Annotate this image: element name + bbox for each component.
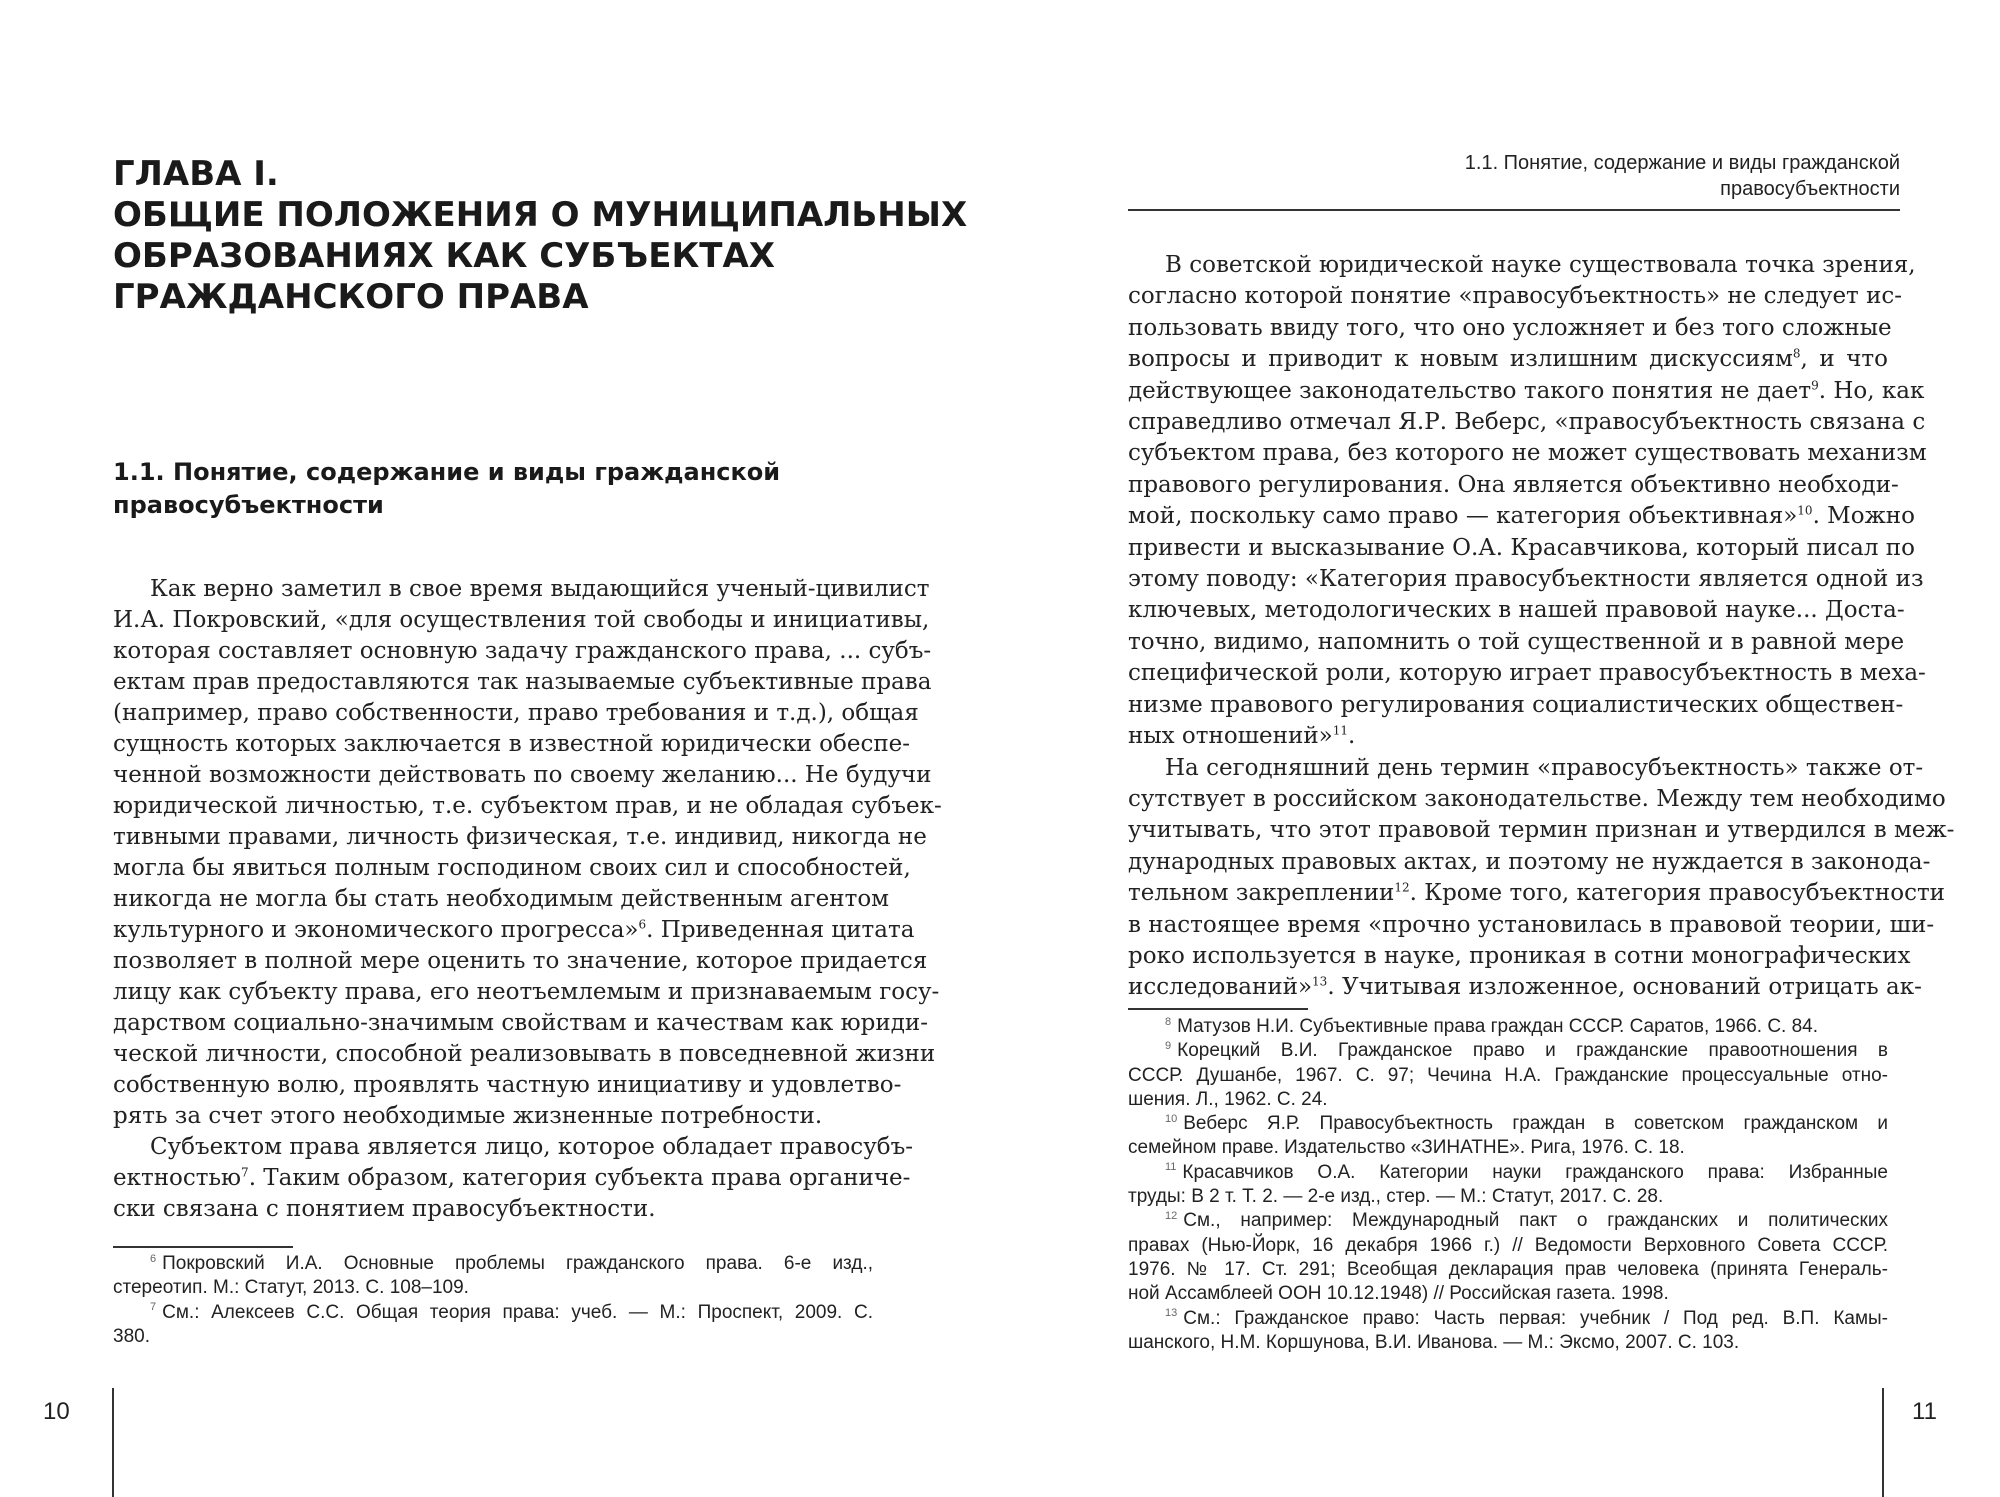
body-text-line: собственную волю, проявлять частную инициативу и удовлетво- — [113, 1072, 902, 1098]
footnote-number: 13 — [1165, 1307, 1178, 1320]
body-text-line: тивными правами, личность физическая, т.е. индивид, никогда не — [113, 824, 927, 850]
footnote-line: $^8$ Матузов Н.И. Субъективные права граждан СССР. Саратов, 1966. С. 84. — [1165, 1015, 1819, 1037]
page-edge-line — [1882, 1388, 1884, 1497]
section-title — [113, 456, 913, 522]
chapter-title-line: ОБЩИЕ ПОЛОЖЕНИЯ О МУНИЦИПАЛЬНЫХ — [113, 195, 968, 235]
section-title-line: правосубъектности — [113, 491, 384, 519]
body-text-line: дарством социально-значимым свойствам и качествам как юриди- — [113, 1010, 928, 1036]
body-text-line: роко используется в науке, проникая в сотни монографических — [1128, 942, 1911, 969]
footnote-number: 10 — [1165, 1112, 1178, 1125]
body-text-line: пользовать ввиду того, что оно усложняет и без того сложные — [1128, 314, 1892, 341]
footnote-line: $^{10}$ Веберс Я.Р. Правосубъектность граждан в советском гражданском и — [1165, 1112, 1888, 1135]
footnote-reference[interactable]: 8 — [1792, 346, 1801, 361]
body-text-line: могла бы явиться полным господином своих сил и способностей, — [113, 855, 911, 881]
body-text-line: рять за счет этого необходимые жизненные потребности. — [113, 1103, 823, 1129]
body-text-line: субъектом права, без которого не может существовать механизм — [1128, 440, 1927, 467]
body-text-line: Как верно заметил в свое время выдающийся ученый-цивилист — [150, 576, 930, 602]
body-text-line: ски связана с понятием правосубъектности. — [113, 1196, 656, 1222]
footnote-line: СССР. Душанбе, 1967. С. 97; Чечина Н.А. Гражданские процессуальные отно- — [1128, 1064, 1888, 1086]
body-text-line: исследований»$^{13}$. Учитывая изложенное, оснований отрицать ак- — [1128, 974, 1922, 1001]
footnote-reference[interactable]: 6 — [638, 917, 647, 932]
body-text-line: справедливо отмечал Я.Р. Веберс, «правосубъектность связана с — [1128, 409, 1926, 436]
footnote-number: 9 — [1165, 1039, 1172, 1052]
right-body-text — [1128, 250, 1955, 1004]
body-text-line: Субъектом права является лицо, которое обладает правосубъ- — [150, 1134, 913, 1160]
footnote-reference[interactable]: 7 — [241, 1165, 249, 1180]
footnote-reference[interactable]: 9 — [1811, 377, 1819, 392]
footnote-line: труды: В 2 т. Т. 2. — 2-е изд., стер. — М.: Статут, 2017. С. 28. — [1128, 1186, 1664, 1208]
body-text-line: тельном закреплении$^{12}$. Кроме того, категория правосубъектности — [1128, 880, 1946, 907]
body-text-line: действующее законодательство такого понятия не дает$^9$. Но, как — [1128, 377, 1925, 404]
footnote-line: 1976. № 17. Ст. 291; Всеобщая декларация прав человека (принята Генераль- — [1128, 1258, 1888, 1280]
body-text-line: никогда не могла бы стать необходимым действенным агентом — [113, 886, 890, 912]
body-text-line: ключевых, методологических в нашей правовой науке... Доста- — [1128, 597, 1905, 624]
footnote-divider — [113, 1246, 293, 1248]
footnote-reference[interactable]: 10 — [1797, 503, 1813, 518]
footnote-line: $^6$ Покровский И.А. Основные проблемы гражданского права. 6-е изд., — [150, 1252, 873, 1274]
body-text-line: точно, видимо, напомнить о той существенной и в равной мере — [1128, 628, 1905, 655]
body-text-line: ченной возможности действовать по своему желанию... Не будучи — [113, 762, 932, 788]
left-body-text — [113, 574, 942, 1225]
body-text-line: правового регулирования. Она является объективно необходи- — [1128, 471, 1899, 498]
chapter-title-line: ОБРАЗОВАНИЯХ КАК СУБЪЕКТАХ — [113, 236, 775, 276]
body-text-line: И.А. Покровский, «для осуществления той свободы и инициативы, — [113, 607, 930, 633]
footnote-divider — [1128, 1008, 1308, 1010]
body-text-line: сущность которых заключается в известной юридически обеспе- — [113, 731, 911, 757]
footnote-line: шения. Л., 1962. С. 24. — [1128, 1088, 1328, 1110]
chapter-title — [113, 154, 968, 318]
footnote-reference[interactable]: 13 — [1312, 974, 1328, 989]
body-text-line: мой, поскольку само право — категория объективная»$^{10}$. Можно — [1128, 503, 1915, 530]
footnote-reference[interactable]: 12 — [1394, 880, 1410, 895]
footnote-reference[interactable]: 11 — [1332, 723, 1349, 738]
body-text-line: привести и высказывание О.А. Красавчикова, который писал по — [1128, 534, 1915, 561]
footnote-number: 7 — [150, 1301, 157, 1314]
footnote-number: 6 — [150, 1252, 157, 1265]
body-text-line: (например, право собственности, право требования и т.д.), общая — [113, 700, 919, 726]
footnote-line: семейном праве. Издательство «ЗИНАТНЕ». Рига, 1976. С. 18. — [1128, 1137, 1685, 1159]
right-footnotes — [1128, 1015, 1888, 1355]
running-header-line: 1.1. Понятие, содержание и виды гражданской — [1464, 152, 1900, 174]
footnote-line: $^9$ Корецкий В.И. Гражданское право и гражданские правоотношения в — [1165, 1039, 1888, 1062]
body-text-line: вопросы и приводит к новым излишним дискуссиям$^8$, и что — [1128, 346, 1888, 373]
body-text-line: сутствует в российском законодательстве. Между тем необходимо — [1128, 785, 1946, 812]
footnote-line: $^{11}$ Красавчиков О.А. Категории науки гражданского права: Избранные — [1165, 1161, 1888, 1183]
chapter-title-line: ГРАЖДАНСКОГО ПРАВА — [113, 277, 589, 317]
body-text-line: дународных правовых актах, и поэтому не нуждается в законода- — [1128, 848, 1931, 875]
footnote-line: стереотип. М.: Статут, 2013. С. 108–109. — [113, 1277, 469, 1299]
body-text-line: специфической роли, которую играет правосубъектность в меха- — [1128, 660, 1926, 687]
footnote-line: 380. — [113, 1325, 150, 1347]
footnote-number: 8 — [1165, 1015, 1172, 1028]
footnote-number: 12 — [1165, 1210, 1178, 1223]
body-text-line: В советской юридической науке существовала точка зрения, — [1165, 252, 1916, 278]
body-text-line: культурного и экономического прогресса»$^6$. Приведенная цитата — [113, 917, 915, 943]
body-text-line: ектам прав предоставляются так называемые субъективные права — [113, 669, 932, 695]
footnote-line: шанского, Н.М. Коршунова, В.И. Иванова. — М.: Эксмо, 2007. С. 103. — [1128, 1331, 1740, 1353]
left-footnotes — [113, 1252, 873, 1349]
body-text-line: позволяет в полной мере оценить то значение, которое придается — [113, 948, 928, 974]
body-text-line: которая составляет основную задачу гражданского права, ... субъ- — [113, 638, 932, 664]
header-divider — [1128, 209, 1900, 211]
body-text-line: низме правового регулирования социалистических обществен- — [1128, 691, 1904, 718]
body-text-line: в настоящее время «прочно установилась в правовой теории, ши- — [1128, 911, 1935, 938]
body-text-line: лицу как субъекту права, его неотъемлемым и признаваемым госу- — [113, 979, 940, 1005]
footnote-line: правах (Нью-Йорк, 16 декабря 1966 г.) // Ведомости Верховного Совета СССР. — [1128, 1234, 1888, 1256]
page-edge-line — [112, 1388, 114, 1497]
footnote-line: $^{13}$ См.: Гражданское право: Часть первая: учебник / Под ред. В.П. Камы- — [1165, 1307, 1888, 1329]
page-number: 11 — [1912, 1398, 1937, 1425]
page-number: 10 — [43, 1398, 70, 1425]
footnote-number: 11 — [1165, 1161, 1177, 1174]
chapter-title-line: ГЛАВА I. — [113, 154, 279, 194]
section-title-line: 1.1. Понятие, содержание и виды гражданской — [113, 458, 781, 486]
footnote-line: $^{12}$ См., например: Международный пакт о гражданских и политических — [1165, 1210, 1888, 1232]
body-text-line: ных отношений»$^{11}$. — [1128, 723, 1356, 750]
body-text-line: ческой личности, способной реализовывать в повседневной жизни — [113, 1041, 936, 1067]
footnote-line: ной Ассамблеей ООН 10.12.1948) // Российская газета. 1998. — [1128, 1283, 1669, 1305]
body-text-line: учитывать, что этот правовой термин признан и утвердился в меж- — [1128, 817, 1955, 844]
footnote-line: $^7$ См.: Алексеев С.С. Общая теория права: учеб. — М.: Проспект, 2009. С. — [150, 1301, 873, 1323]
body-text-line: На сегодняшний день термин «правосубъектность» также от- — [1165, 754, 1924, 781]
running-header — [1465, 150, 1900, 202]
body-text-line: согласно которой понятие «правосубъектность» не следует ис- — [1128, 283, 1903, 310]
body-text-line: юридической личностью, т.е. субъектом прав, и не обладая субъек- — [113, 793, 942, 819]
body-text-line: этому поводу: «Категория правосубъектности является одной из — [1128, 566, 1924, 593]
running-header-line: правосубъектности — [1720, 178, 1900, 200]
body-text-line: ектностью$^7$. Таким образом, категория субъекта права органиче- — [113, 1165, 911, 1191]
